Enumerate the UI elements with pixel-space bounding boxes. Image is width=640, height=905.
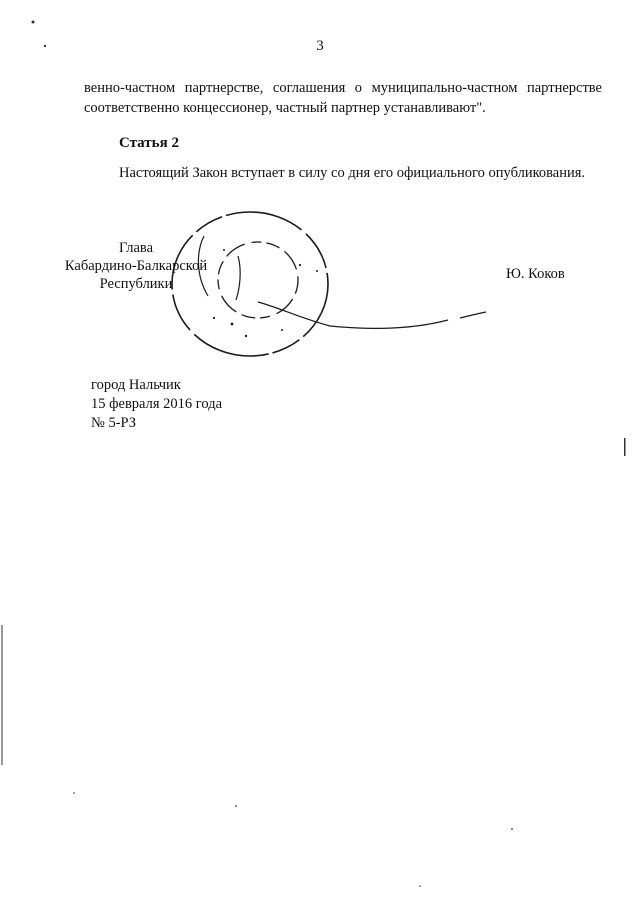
seal-dot [223,249,225,251]
scan-speck [44,45,46,47]
seal-dot [231,323,234,326]
signatory-title-line: Кабардино-Балкарской [64,258,208,274]
signatory-title-line: Глава [118,240,154,256]
seal-dot [213,317,215,319]
scan-speck [235,805,237,807]
scan-speck [419,885,421,887]
signature-stroke [236,256,240,300]
scan-speck [73,792,75,794]
seal-dot [316,270,318,272]
seal-dot [281,329,283,331]
scan-speck [32,21,35,24]
scan-artifacts [1,21,626,887]
scan-mark-right [624,438,626,456]
seal-dot [299,264,301,266]
signatory-name: Ю. Коков [506,266,565,282]
signatory-title-line: Республики [99,276,173,292]
signature-stroke [460,312,486,318]
paragraph-article-2: Настоящий Закон вступает в силу со дня его официального опубликования. [119,165,586,181]
page-number: 3 [316,38,324,54]
footer-city: город Нальчик [91,377,181,393]
footer-date: 15 февраля 2016 года [91,396,223,412]
scan-mark-left [1,625,3,765]
document-footer [91,376,222,433]
paragraph-continuation: венно-частном партнерстве, соглашения о муниципально-частном партнерстве соответственно концессионер, частный партнер устанавливают". [84,80,602,116]
article-heading: Статья 2 [119,135,179,151]
signatory-title [60,239,212,293]
seal-inner-ring [218,242,298,318]
footer-law-number: № 5-РЗ [91,415,137,431]
seal-dot [245,335,247,337]
scan-speck [511,828,513,830]
handwritten-signature [198,236,486,328]
